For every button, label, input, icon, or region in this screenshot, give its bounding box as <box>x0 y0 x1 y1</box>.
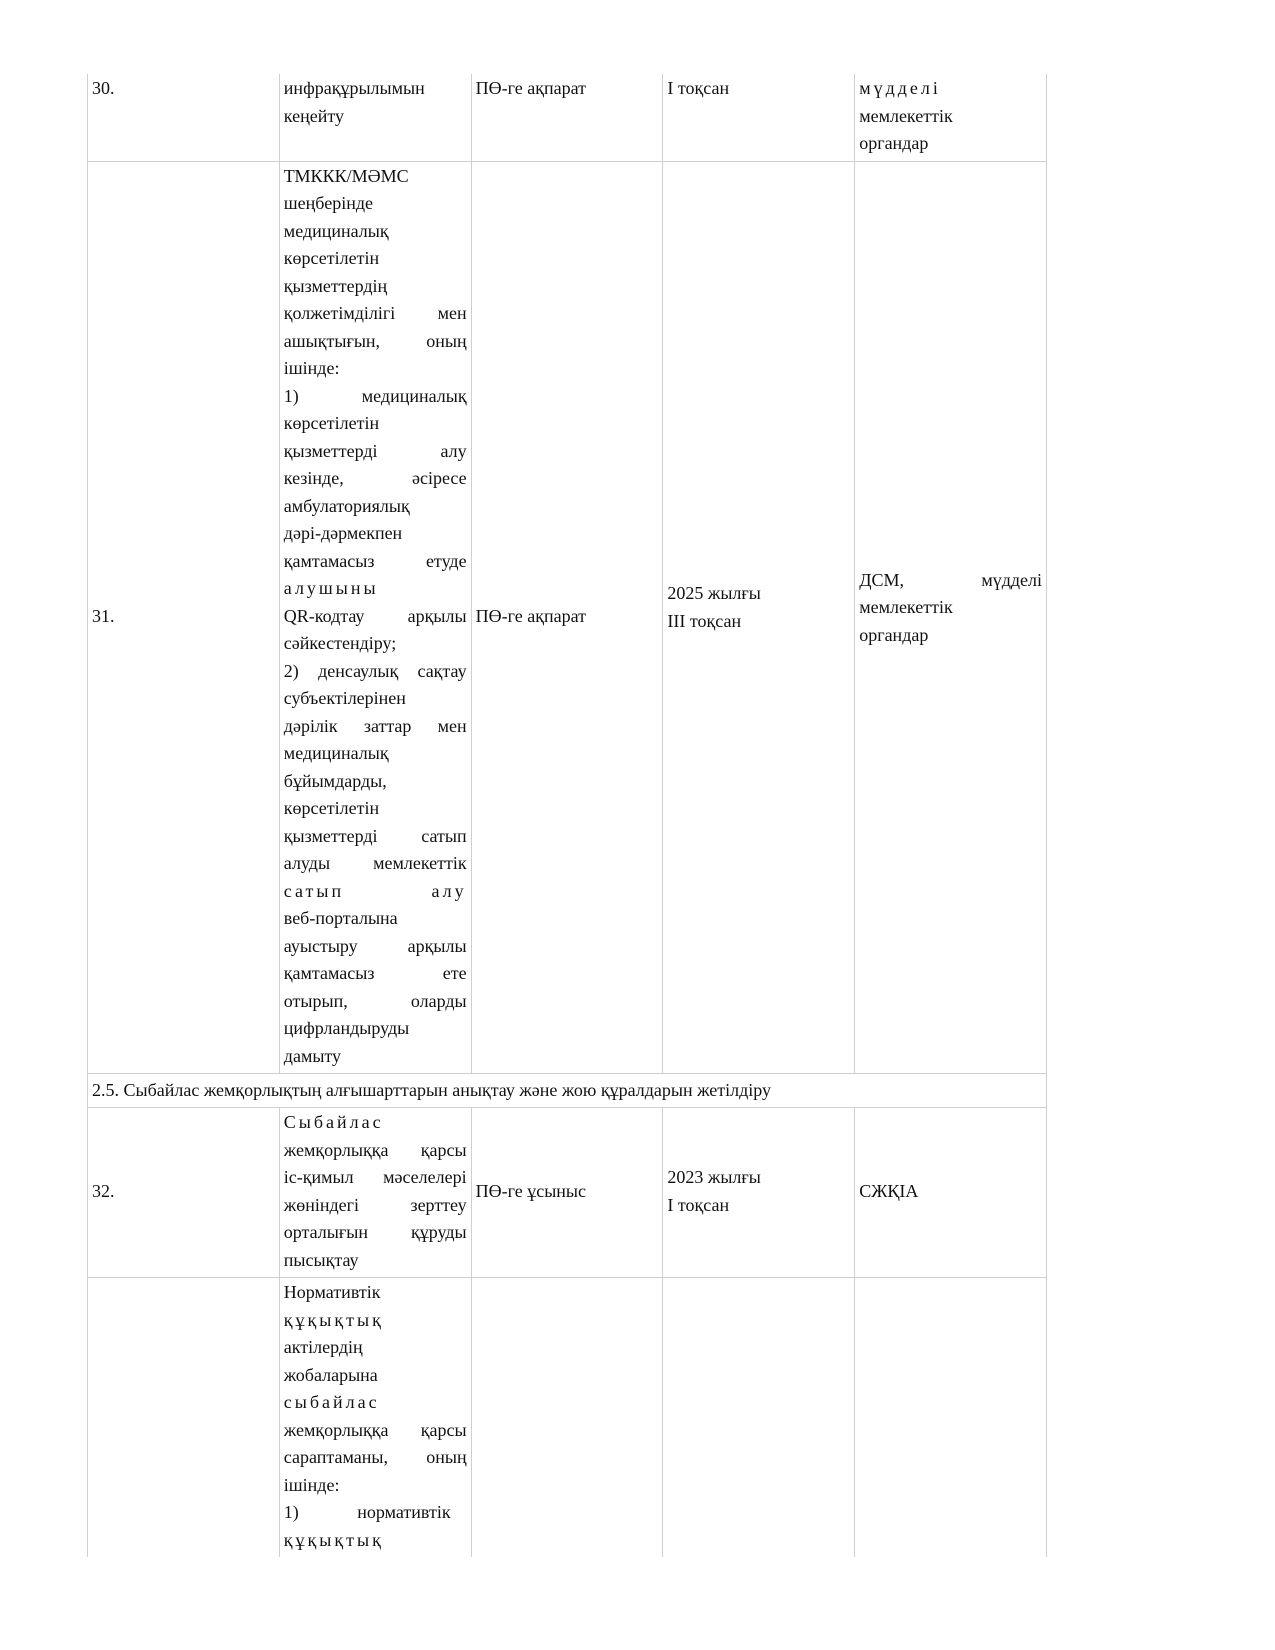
measure-cell: ТМККК/МӘМС шеңберінде медициналық көрсетілетін қызметтердің қолжетімділігі мен ашықтығын, оның ішінде: 1) медициналық көрсетілетін қызметтерді алу кезінде, әсіресе амбулаториялық дәрі-дәрмекпен қамтамасыз етуде алушыны QR-кодтау арқылы сәйкестендіру; 2) денсаулық сақтау субъектілерінен дәрілік заттар мен медициналық бұйымдарды, көрсетілетін қызметтерді сатып алуды мемлекеттік сатып алу веб-порталына ауыстыру арқылы қамтамасыз ете отырып, оларды цифрландыруды дамыту <box>279 161 471 1074</box>
completion-form-cell: ПӨ-ге ақпарат <box>471 74 663 161</box>
deadline-cell: 2025 жылғы III тоқсан <box>663 161 855 1074</box>
row-number-cell: 30. <box>88 74 280 161</box>
measure-line: кеңейту <box>283 105 344 126</box>
completion-form-cell <box>471 1278 663 1558</box>
measure-cell: Сыбайлас жемқорлыққа қарсы іс-қимыл мәселелері жөніндегі зерттеу орталығын құруды пысықтау <box>279 1108 471 1278</box>
completion-form-cell: ПӨ-ге ұсыныс <box>471 1108 663 1278</box>
deadline-cell: 2023 жылғы I тоқсан <box>663 1108 855 1278</box>
responsible-cell <box>855 1278 1047 1558</box>
responsible-cell: СЖҚІА <box>855 1108 1047 1278</box>
row-number-cell: 31. <box>88 161 280 1074</box>
section-heading-row <box>88 1074 1047 1108</box>
deadline-cell <box>663 1278 855 1558</box>
table-row <box>88 74 1047 161</box>
row-number-cell <box>88 1278 280 1558</box>
section-heading: 2.5. Сыбайлас жемқорлықтың алғышарттарын анықтау және жою құралдарын жетілдіру <box>88 1074 1047 1108</box>
measure-cell: Нормативтік құқықтық актілердің жобаларына сыбайлас жемқорлыққа қарсы сараптаманы, оның ішінде: 1) нормативтік құқықтық <box>279 1278 471 1558</box>
deadline-cell: I тоқсан <box>663 74 855 161</box>
completion-form-cell: ПӨ-ге ақпарат <box>471 161 663 1074</box>
table-row <box>88 1278 1047 1558</box>
action-plan-table <box>87 74 1047 1557</box>
table-row <box>88 1108 1047 1278</box>
responsible-cell: мүдделі мемлекеттік органдар <box>855 74 1047 161</box>
measure-line: инфрақұрылымын <box>283 78 425 98</box>
responsible-cell: ДСМ, мүдделі мемлекеттік органдар <box>855 161 1047 1074</box>
table-row <box>88 161 1047 1074</box>
row-number-cell: 32. <box>88 1108 280 1278</box>
measure-cell <box>279 74 471 161</box>
